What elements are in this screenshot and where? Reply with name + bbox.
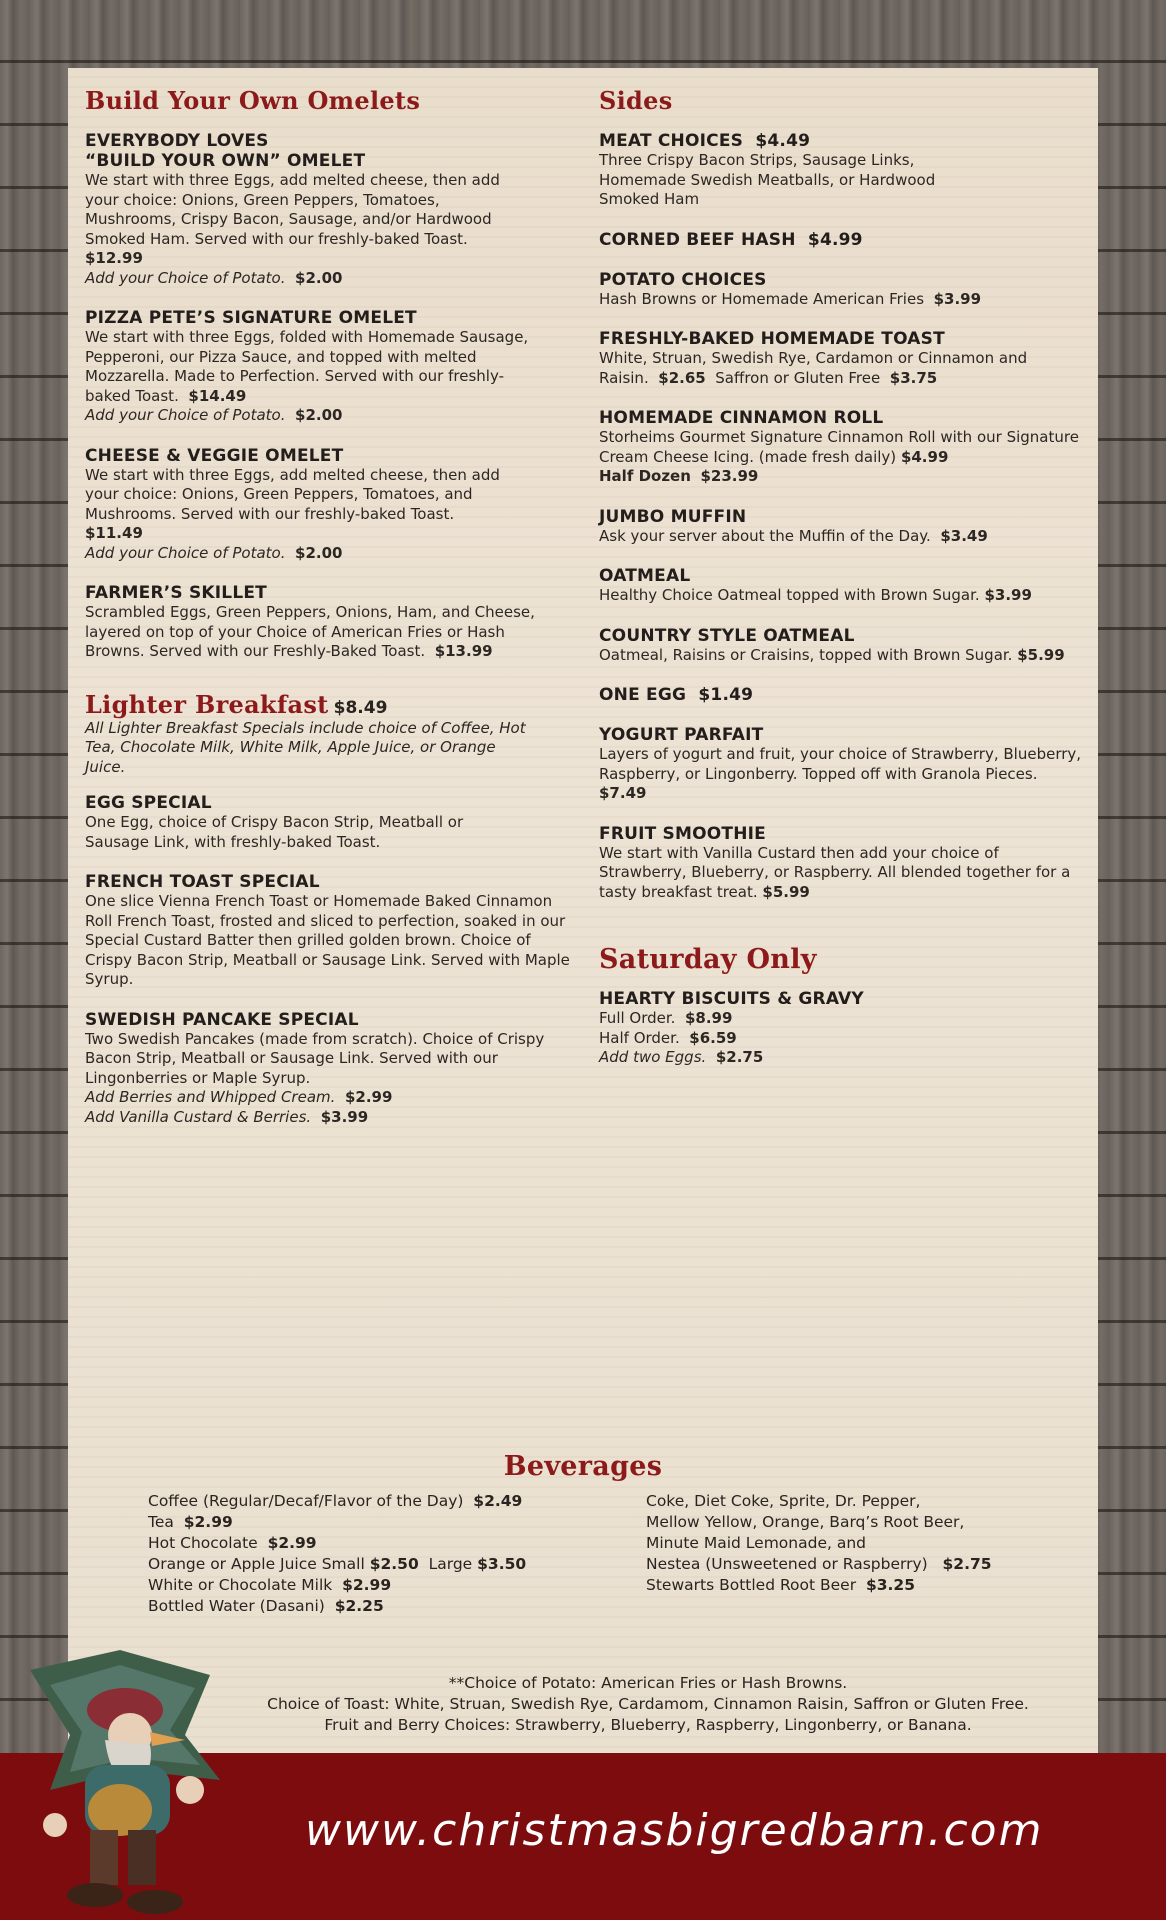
extra-label: Half Dozen: [599, 467, 691, 485]
item-description: One Egg, choice of Crispy Bacon Strip, Meatball or Sausage Link, with freshly-baked Toast.: [85, 813, 464, 851]
beverage-item: [646, 1575, 1086, 1596]
item-price: $14.49: [188, 386, 247, 405]
lighter-breakfast-price: $8.49: [333, 697, 388, 718]
item-desc-text: We start with three Eggs, add melted cheese, then add your choice: Onions, Green Peppers, Tomatoes, Mushrooms, Crispy Bacon, Sausage, and/or Hardwood Smoked Ham. Served with our freshly-baked Toast.: [85, 171, 500, 248]
beverage-item: [148, 1533, 568, 1554]
build-omelets-title: Build Your Own Omelets: [85, 86, 421, 115]
half-order: [599, 1029, 1084, 1049]
item-price: $4.99: [900, 447, 949, 466]
item-name: HOMEMADE CINNAMON ROLL: [599, 408, 884, 428]
item-name-line2: “BUILD YOUR OWN” OMELET: [85, 151, 366, 171]
menu-item-one-egg: [599, 685, 1084, 705]
menu-item-cheese-veggie: [85, 446, 585, 564]
item-name: CHEESE & VEGGIE OMELET: [85, 445, 344, 466]
item-name: OATMEAL: [599, 566, 691, 586]
beverage-name: Stewarts Bottled Root Beer: [646, 1576, 857, 1594]
item-description: [599, 745, 1084, 804]
beverage-name: Hot Chocolate: [148, 1534, 258, 1552]
full-order: [599, 1009, 1084, 1029]
item-price: $3.49: [940, 526, 988, 545]
menu-item-biscuits-gravy: [599, 989, 1084, 1068]
footnote-berries: Fruit and Berry Choices: Strawberry, Blueberry, Raspberry, Lingonberry, or Banana.: [324, 1716, 972, 1734]
item-addon: [85, 406, 585, 426]
item-price: $4.99: [807, 229, 863, 250]
item-price: $4.49: [755, 131, 811, 151]
item-description: [85, 171, 505, 269]
item-name: FRENCH TOAST SPECIAL: [85, 872, 320, 892]
item-description: One slice Vienna French Toast or Homemade Baked Cinnamon Roll French Toast, frosted and sliced to perfection, soaked in our Special Custard Batter then grilled golden brown. Choice of Crispy Bacon Strip, Meatball or Sausage Link. Served with Maple Syrup.: [85, 892, 570, 988]
menu-item-egg-special: [85, 793, 585, 852]
lighter-breakfast-note: All Lighter Breakfast Specials include choice of Coffee, Hot Tea, Chocolate Milk, White Milk, Apple Juice, or Orange Juice.: [85, 718, 526, 776]
lighter-breakfast-title: Lighter Breakfast: [85, 689, 329, 719]
item-description: [599, 586, 1049, 606]
item-addon: [85, 1108, 585, 1128]
item-extra: [599, 467, 1084, 487]
item-price: $1.49: [698, 685, 754, 705]
right-column: [599, 68, 1084, 1088]
addon-text: Add your Choice of Potato.: [85, 268, 286, 287]
extra-price: $23.99: [700, 467, 759, 485]
item-desc-text: Ask your server about the Muffin of the Day.: [599, 526, 931, 545]
item-price: $13.99: [434, 642, 493, 660]
footnote-toast: Choice of Toast: White, Struan, Swedish Rye, Cardamom, Cinnamon Raisin, Saffron or Gluten Free.: [267, 1695, 1029, 1713]
item-desc-text-2: Saffron or Gluten Free: [715, 368, 881, 387]
sides-title: Sides: [599, 86, 673, 115]
beverage-price: $2.99: [267, 1534, 317, 1552]
item-name: EGG SPECIAL: [85, 793, 212, 813]
item-price: $3.99: [933, 289, 982, 308]
item-name: FRUIT SMOOTHIE: [599, 823, 766, 844]
menu-item-fruit-smoothie: [599, 824, 1084, 903]
menu-item-jumbo-muffin: [599, 507, 1084, 547]
menu-item-pizza-pete: [85, 308, 585, 426]
item-description: [599, 844, 1084, 903]
item-description: Two Swedish Pancakes (made from scratch). Choice of Crispy Bacon Strip, Meatball or Sausage Link. Served with our Lingonberries or Maple Syrup.: [85, 1029, 545, 1087]
item-desc-text: Layers of yogurt and fruit, your choice of Strawberry, Blueberry, Raspberry, or Lingonberry. Topped off with Granola Pieces.: [599, 745, 1082, 783]
beverage-item: [148, 1512, 568, 1533]
beverage-price: $2.75: [942, 1555, 992, 1573]
item-addon: [85, 1088, 585, 1108]
beverages-title: Beverages: [503, 1451, 663, 1482]
addon-price: $2.99: [344, 1088, 393, 1106]
half-order-label: Half Order.: [599, 1028, 680, 1047]
beverages-left-list: [148, 1491, 568, 1617]
item-desc-text: Hash Browns or Homemade American Fries: [599, 289, 925, 308]
beverage-name: Orange or Apple Juice Small: [148, 1555, 365, 1573]
menu-item-toast: [599, 329, 1084, 388]
item-name-text: MEAT CHOICES: [599, 131, 744, 151]
beverage-name: Tea: [148, 1513, 174, 1531]
item-price: $5.99: [1017, 645, 1065, 664]
addon-text: Add your Choice of Potato.: [85, 406, 286, 424]
footnotes: [198, 1673, 1098, 1736]
item-description: [85, 466, 505, 544]
full-order-price: $8.99: [684, 1009, 733, 1027]
item-desc-text: Healthy Choice Oatmeal topped with Brown Sugar.: [599, 586, 980, 604]
menu-item-corned-beef: [599, 230, 1084, 250]
addon-price: $2.00: [295, 268, 343, 287]
item-desc-text: Storheims Gourmet Signature Cinnamon Roll with our Signature Cream Cheese Icing. (made fresh daily): [599, 428, 1079, 466]
beverage-price: $2.50: [369, 1555, 419, 1573]
beverage-name: Nestea (Unsweetened or Raspberry): [646, 1555, 928, 1573]
item-name: HEARTY BISCUITS & GRAVY: [599, 989, 864, 1009]
item-description: [599, 527, 1084, 547]
addon-text: Add Berries and Whipped Cream.: [85, 1088, 336, 1106]
item-addon: [599, 1048, 1084, 1068]
item-name: [599, 131, 1084, 151]
beverage-name-2: Large: [428, 1555, 473, 1573]
item-name: [599, 685, 1084, 705]
item-name-line1: EVERYBODY LOVES: [85, 131, 269, 151]
item-name: FRESHLY-BAKED HOMEMADE TOAST: [599, 329, 945, 349]
beverage-price: $2.99: [183, 1513, 233, 1531]
beverage-line: Minute Maid Lemonade, and: [646, 1534, 867, 1552]
item-name: JUMBO MUFFIN: [599, 506, 747, 527]
item-description: [599, 646, 1084, 666]
menu-paper: [68, 68, 1098, 1753]
item-description: Three Crispy Bacon Strips, Sausage Links, Homemade Swedish Meatballs, or Hardwood Smoked Ham: [599, 151, 936, 208]
item-desc-text: Oatmeal, Raisins or Craisins, topped with Brown Sugar.: [599, 645, 1013, 664]
item-description: [85, 328, 530, 406]
item-description: [85, 603, 555, 662]
item-name: FARMER’S SKILLET: [85, 583, 267, 603]
addon-text: Add your Choice of Potato.: [85, 543, 286, 562]
item-desc-text: We start with three Eggs, add melted cheese, then add your choice: Onions, Green Peppers, Tomatoes, and Mushrooms. Served with our freshly-baked Toast.: [85, 465, 500, 523]
beverage-item: [148, 1554, 568, 1575]
gnome-illustration: [10, 1640, 260, 1920]
item-description: [599, 428, 1084, 467]
beverage-price: $2.49: [473, 1492, 523, 1510]
item-price: $5.99: [762, 882, 810, 901]
item-desc-text: White, Struan, Swedish Rye, Cardamon or Cinnamon and Raisin.: [599, 349, 1028, 387]
item-price: $3.99: [984, 586, 1032, 604]
menu-item-build-your-own: [85, 131, 585, 288]
beverage-item: [646, 1554, 1086, 1575]
beverage-line: Coke, Diet Coke, Sprite, Dr. Pepper,: [646, 1492, 921, 1510]
full-order-label: Full Order.: [599, 1009, 676, 1027]
item-addon: [85, 269, 585, 289]
beverage-price: $2.99: [342, 1576, 392, 1594]
addon-price: $2.75: [715, 1048, 764, 1066]
saturday-title: Saturday Only: [599, 944, 817, 975]
menu-item-french-toast: [85, 872, 585, 990]
beverage-item: [148, 1491, 568, 1512]
item-name: SWEDISH PANCAKE SPECIAL: [85, 1009, 359, 1030]
item-desc-text: Scrambled Eggs, Green Peppers, Onions, Ham, and Cheese, layered on top of your Choice of American Fries or Hash Browns. Served with our Freshly-Baked Toast.: [85, 603, 535, 660]
addon-text: Add two Eggs.: [599, 1048, 707, 1066]
menu-item-country-oatmeal: [599, 626, 1084, 666]
item-name-text: ONE EGG: [599, 685, 687, 705]
beverage-item: [148, 1596, 568, 1617]
item-price: $7.49: [599, 784, 647, 802]
beverage-name: White or Chocolate Milk: [148, 1576, 333, 1594]
beverage-name: Bottled Water (Dasani): [148, 1597, 325, 1615]
menu-item-swedish-pancake: [85, 1010, 585, 1128]
item-name-text: CORNED BEEF HASH: [599, 229, 796, 250]
half-order-price: $6.59: [689, 1028, 737, 1047]
item-addon: [85, 544, 585, 564]
footnote-potato: **Choice of Potato: American Fries or Hash Browns.: [448, 1674, 848, 1692]
lighter-breakfast-header: [85, 690, 585, 719]
menu-item-cinnamon-roll: [599, 408, 1084, 487]
item-name: [599, 230, 1084, 250]
item-name: POTATO CHOICES: [599, 269, 767, 290]
beverage-price: $2.25: [334, 1597, 384, 1615]
menu-item-yogurt-parfait: [599, 725, 1084, 804]
item-name: COUNTRY STYLE OATMEAL: [599, 625, 855, 646]
item-description: [599, 349, 1069, 388]
beverage-price-2: $3.50: [477, 1555, 527, 1573]
beverage-line: Mellow Yellow, Orange, Barq’s Root Beer,: [646, 1513, 965, 1531]
item-desc-text: We start with Vanilla Custard then add your choice of Strawberry, Blueberry, or Raspberry. All blended together for a tasty breakfast treat.: [599, 843, 1071, 901]
left-column: [85, 68, 585, 1147]
item-desc-text: We start with three Eggs, folded with Homemade Sausage, Pepperoni, our Pizza Sauce, and topped with melted Mozzarella. Made to Perfection. Served with our freshly-baked Toast.: [85, 328, 529, 405]
item-name: YOGURT PARFAIT: [599, 725, 764, 745]
item-price: $12.99: [85, 249, 143, 267]
addon-text: Add Vanilla Custard & Berries.: [85, 1107, 312, 1126]
menu-item-potato-choices: [599, 270, 1084, 310]
item-price: $11.49: [85, 524, 143, 542]
website-url[interactable]: www.christmasbigredbarn.com: [305, 1805, 1044, 1856]
addon-price: $2.00: [295, 406, 343, 424]
item-price-2: $3.75: [889, 368, 938, 387]
addon-price: $3.99: [320, 1107, 369, 1126]
beverage-item: [148, 1575, 568, 1596]
beverages-right-list: [646, 1491, 1086, 1596]
beverage-price: $3.25: [865, 1576, 915, 1594]
beverage-name: Coffee (Regular/Decaf/Flavor of the Day): [148, 1492, 464, 1510]
menu-item-farmers-skillet: [85, 583, 585, 662]
beverages-title-wrap: [68, 1451, 1098, 1482]
item-name: PIZZA PETE’S SIGNATURE OMELET: [85, 308, 417, 328]
addon-price: $2.00: [295, 543, 343, 562]
item-price: $2.65: [658, 368, 706, 387]
item-description: [599, 290, 1084, 310]
menu-item-meat-choices: [599, 131, 1084, 210]
menu-item-oatmeal: [599, 566, 1084, 606]
